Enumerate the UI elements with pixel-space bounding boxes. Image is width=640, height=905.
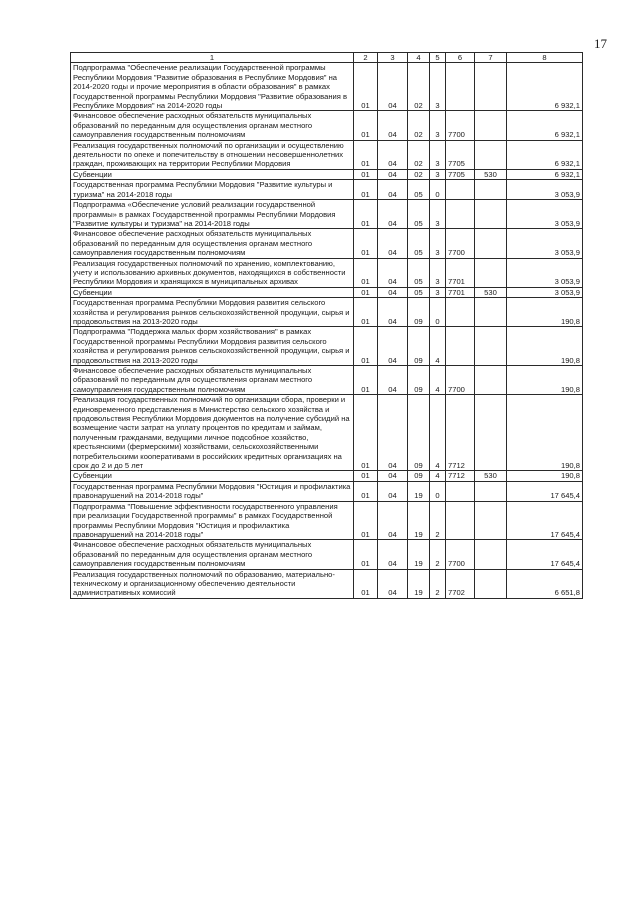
row-value-cell: 190,8 xyxy=(507,366,583,395)
row-value-cell: 02 xyxy=(408,140,430,169)
column-header: 8 xyxy=(507,53,583,63)
row-value-cell xyxy=(446,63,475,111)
row-value-cell: 02 xyxy=(408,63,430,111)
row-value-cell: 04 xyxy=(378,395,408,471)
row-value-cell xyxy=(475,298,507,327)
row-value-cell: 02 xyxy=(408,111,430,140)
table-row xyxy=(71,366,583,395)
row-value-cell xyxy=(475,229,507,258)
row-value-cell: 19 xyxy=(408,569,430,598)
row-value-cell: 01 xyxy=(354,200,378,229)
row-value-cell: 190,8 xyxy=(507,327,583,366)
row-value-cell: 01 xyxy=(354,366,378,395)
row-value-cell: 01 xyxy=(354,258,378,287)
row-value-cell: 17 645,4 xyxy=(507,501,583,540)
row-name-cell: Реализация государственных полномочий по хранению, комплектованию, учету и использованию архивных документов, находящихся в собственности Республики Мордовия и хранящихся в муниципальных архивах xyxy=(71,258,354,287)
row-value-cell xyxy=(475,180,507,200)
row-value-cell: 05 xyxy=(408,180,430,200)
table-row xyxy=(71,111,583,140)
row-value-cell: 09 xyxy=(408,366,430,395)
table-body xyxy=(71,63,583,598)
row-value-cell: 4 xyxy=(430,327,446,366)
table-row xyxy=(71,569,583,598)
row-value-cell xyxy=(475,258,507,287)
row-value-cell: 17 645,4 xyxy=(507,540,583,569)
table-row xyxy=(71,229,583,258)
row-value-cell: 04 xyxy=(378,258,408,287)
row-value-cell: 4 xyxy=(430,395,446,471)
table-row xyxy=(71,501,583,540)
row-value-cell: 530 xyxy=(475,471,507,481)
table-row xyxy=(71,540,583,569)
row-name-cell: Подпрограмма "Поддержка малых форм хозяйствования" в рамках Государственной программы Республики Мордовия развития сельского хозяйства и регулирования рынков сельскохозяйственной продукции, сырья и продовольствия на 2013-2020 годы xyxy=(71,327,354,366)
row-value-cell: 04 xyxy=(378,569,408,598)
row-value-cell xyxy=(475,327,507,366)
row-value-cell: 7701 xyxy=(446,287,475,297)
row-name-cell: Подпрограмма «Обеспечение условий реализации государственной программы» в рамках Государственной программы Республики Мордовия "Развитие культуры и туризма" на 2014-2018 годы xyxy=(71,200,354,229)
row-value-cell xyxy=(475,395,507,471)
row-value-cell: 04 xyxy=(378,501,408,540)
row-value-cell: 01 xyxy=(354,327,378,366)
table-row xyxy=(71,471,583,481)
table-row xyxy=(71,258,583,287)
row-value-cell: 7700 xyxy=(446,540,475,569)
row-value-cell: 05 xyxy=(408,200,430,229)
row-value-cell: 05 xyxy=(408,258,430,287)
row-value-cell: 4 xyxy=(430,471,446,481)
table-row xyxy=(71,395,583,471)
row-value-cell: 01 xyxy=(354,569,378,598)
row-value-cell: 7712 xyxy=(446,395,475,471)
row-value-cell xyxy=(475,111,507,140)
row-value-cell: 6 932,1 xyxy=(507,140,583,169)
row-name-cell: Подпрограмма "Повышение эффективности государственного управления при реализации Государственной программы" в рамках Государственной программы Республики Мордовия "Юстиция и профилактика правонарушений на 2014-2018 годы" xyxy=(71,501,354,540)
row-value-cell xyxy=(446,180,475,200)
row-value-cell: 6 932,1 xyxy=(507,111,583,140)
row-value-cell: 04 xyxy=(378,366,408,395)
row-value-cell: 7701 xyxy=(446,258,475,287)
table-row xyxy=(71,481,583,501)
row-name-cell: Субвенции xyxy=(71,169,354,179)
row-name-cell: Субвенции xyxy=(71,471,354,481)
row-name-cell: Финансовое обеспечение расходных обязательств муниципальных образований по переданным для осуществления органам местного самоуправления государственным полномочиям xyxy=(71,366,354,395)
row-value-cell: 7705 xyxy=(446,140,475,169)
row-value-cell: 190,8 xyxy=(507,395,583,471)
row-value-cell: 01 xyxy=(354,111,378,140)
row-value-cell: 19 xyxy=(408,501,430,540)
row-value-cell: 7705 xyxy=(446,169,475,179)
row-value-cell: 190,8 xyxy=(507,298,583,327)
row-value-cell: 530 xyxy=(475,169,507,179)
row-value-cell: 3 xyxy=(430,140,446,169)
row-value-cell: 09 xyxy=(408,395,430,471)
row-value-cell xyxy=(475,63,507,111)
row-value-cell: 04 xyxy=(378,111,408,140)
row-value-cell: 01 xyxy=(354,287,378,297)
row-value-cell: 09 xyxy=(408,471,430,481)
row-value-cell: 01 xyxy=(354,140,378,169)
row-value-cell xyxy=(475,501,507,540)
row-value-cell: 05 xyxy=(408,229,430,258)
row-value-cell: 7700 xyxy=(446,229,475,258)
row-value-cell: 04 xyxy=(378,298,408,327)
row-value-cell: 05 xyxy=(408,287,430,297)
table-row xyxy=(71,140,583,169)
row-value-cell: 2 xyxy=(430,501,446,540)
row-value-cell xyxy=(446,481,475,501)
row-value-cell xyxy=(475,540,507,569)
row-value-cell xyxy=(446,298,475,327)
column-header: 6 xyxy=(446,53,475,63)
row-value-cell: 6 932,1 xyxy=(507,169,583,179)
table-row xyxy=(71,287,583,297)
row-value-cell: 6 932,1 xyxy=(507,63,583,111)
column-header: 7 xyxy=(475,53,507,63)
row-value-cell: 01 xyxy=(354,471,378,481)
row-value-cell: 04 xyxy=(378,169,408,179)
row-value-cell: 04 xyxy=(378,140,408,169)
column-header-row xyxy=(71,53,583,63)
row-value-cell: 02 xyxy=(408,169,430,179)
row-value-cell: 01 xyxy=(354,540,378,569)
row-value-cell: 09 xyxy=(408,298,430,327)
row-value-cell: 3 xyxy=(430,63,446,111)
row-value-cell: 7712 xyxy=(446,471,475,481)
row-name-cell: Государственная программа Республики Мордовия "Юстиция и профилактика правонарушений на 2014-2018 годы" xyxy=(71,481,354,501)
row-value-cell: 6 651,8 xyxy=(507,569,583,598)
row-value-cell: 3 053,9 xyxy=(507,287,583,297)
column-header: 1 xyxy=(71,53,354,63)
row-value-cell: 01 xyxy=(354,63,378,111)
row-value-cell: 04 xyxy=(378,481,408,501)
row-name-cell: Государственная программа Республики Мордовия "Развитие культуры и туризма" на 2014-2018 годы xyxy=(71,180,354,200)
row-value-cell: 3 xyxy=(430,111,446,140)
row-name-cell: Реализация государственных полномочий по образованию, материально-техническому и организационному обеспечению деятельности административных комиссий xyxy=(71,569,354,598)
row-value-cell xyxy=(446,501,475,540)
row-value-cell: 4 xyxy=(430,366,446,395)
row-value-cell: 0 xyxy=(430,298,446,327)
row-value-cell: 3 xyxy=(430,287,446,297)
row-value-cell: 3 xyxy=(430,169,446,179)
row-value-cell: 01 xyxy=(354,501,378,540)
row-value-cell xyxy=(446,327,475,366)
row-value-cell: 01 xyxy=(354,395,378,471)
row-value-cell: 0 xyxy=(430,481,446,501)
row-value-cell xyxy=(475,366,507,395)
table-row xyxy=(71,180,583,200)
row-value-cell: 09 xyxy=(408,327,430,366)
row-value-cell: 01 xyxy=(354,298,378,327)
row-value-cell: 04 xyxy=(378,287,408,297)
table-row xyxy=(71,327,583,366)
row-value-cell: 3 053,9 xyxy=(507,258,583,287)
row-value-cell: 19 xyxy=(408,481,430,501)
table-row xyxy=(71,169,583,179)
row-value-cell: 01 xyxy=(354,169,378,179)
row-value-cell: 04 xyxy=(378,63,408,111)
row-name-cell: Государственная программа Республики Мордовия развития сельского хозяйства и регулирования рынков сельскохозяйственной продукции, сырья и продовольствия на 2013-2020 годы xyxy=(71,298,354,327)
row-value-cell: 7702 xyxy=(446,569,475,598)
row-value-cell: 04 xyxy=(378,327,408,366)
row-value-cell: 3 xyxy=(430,200,446,229)
row-name-cell: Субвенции xyxy=(71,287,354,297)
table-row xyxy=(71,63,583,111)
row-value-cell: 190,8 xyxy=(507,471,583,481)
row-value-cell: 01 xyxy=(354,229,378,258)
row-value-cell: 01 xyxy=(354,481,378,501)
row-value-cell: 04 xyxy=(378,180,408,200)
row-value-cell xyxy=(446,200,475,229)
row-value-cell: 7700 xyxy=(446,111,475,140)
row-name-cell: Подпрограмма "Обеспечение реализации Государственной программы Республики Мордовия "Развитие образования в Республике Мордовия" на 2014-2020 годы и прочие мероприятия в области образования" в рамках Государственной программы Республики Мордовия "Развитие образования в Республике Мордовия" на 2014-2020 годы xyxy=(71,63,354,111)
row-value-cell xyxy=(475,140,507,169)
row-value-cell: 3 053,9 xyxy=(507,180,583,200)
row-value-cell: 3 xyxy=(430,229,446,258)
row-value-cell xyxy=(475,200,507,229)
row-name-cell: Финансовое обеспечение расходных обязательств муниципальных образований по переданным для осуществления органам местного самоуправления государственным полномочиям xyxy=(71,229,354,258)
row-value-cell: 04 xyxy=(378,229,408,258)
table-row xyxy=(71,200,583,229)
row-value-cell: 19 xyxy=(408,540,430,569)
row-value-cell xyxy=(475,569,507,598)
row-name-cell: Реализация государственных полномочий по организации сбора, проверки и единовременного представления в Министерство сельского хозяйства и продовольствия Республики Мордовия документов на получение субсидий на возмещение части затрат на уплату процентов по кредитам и займам, полученным гражданами, ведущими личное подсобное хозяйство, крестьянскими (фермерскими) хозяйствами, сельскохозяйственными потребительскими кооперативами в российских кредитных организациях на срок до 2 и до 5 лет xyxy=(71,395,354,471)
table-row xyxy=(71,298,583,327)
column-header: 5 xyxy=(430,53,446,63)
row-value-cell: 01 xyxy=(354,180,378,200)
row-value-cell: 04 xyxy=(378,200,408,229)
row-value-cell: 17 645,4 xyxy=(507,481,583,501)
row-value-cell: 3 053,9 xyxy=(507,229,583,258)
row-value-cell: 3 xyxy=(430,258,446,287)
row-value-cell: 04 xyxy=(378,540,408,569)
row-value-cell: 7700 xyxy=(446,366,475,395)
row-name-cell: Реализация государственных полномочий по организации и осуществлению деятельности по опеке и попечительству в отношении несовершеннолетних граждан, проживающих на территории Республики Мордовия xyxy=(71,140,354,169)
row-value-cell: 3 053,9 xyxy=(507,200,583,229)
row-value-cell: 2 xyxy=(430,540,446,569)
column-header: 4 xyxy=(408,53,430,63)
page-number: 17 xyxy=(594,36,607,51)
row-value-cell: 0 xyxy=(430,180,446,200)
column-header: 3 xyxy=(378,53,408,63)
row-value-cell xyxy=(475,481,507,501)
column-header: 2 xyxy=(354,53,378,63)
row-value-cell: 04 xyxy=(378,471,408,481)
budget-table xyxy=(70,52,583,599)
row-value-cell: 2 xyxy=(430,569,446,598)
row-name-cell: Финансовое обеспечение расходных обязательств муниципальных образований по переданным для осуществления органам местного самоуправления государственным полномочиям xyxy=(71,111,354,140)
row-value-cell: 530 xyxy=(475,287,507,297)
row-name-cell: Финансовое обеспечение расходных обязательств муниципальных образований по переданным для осуществления органам местного самоуправления государственным полномочиям xyxy=(71,540,354,569)
